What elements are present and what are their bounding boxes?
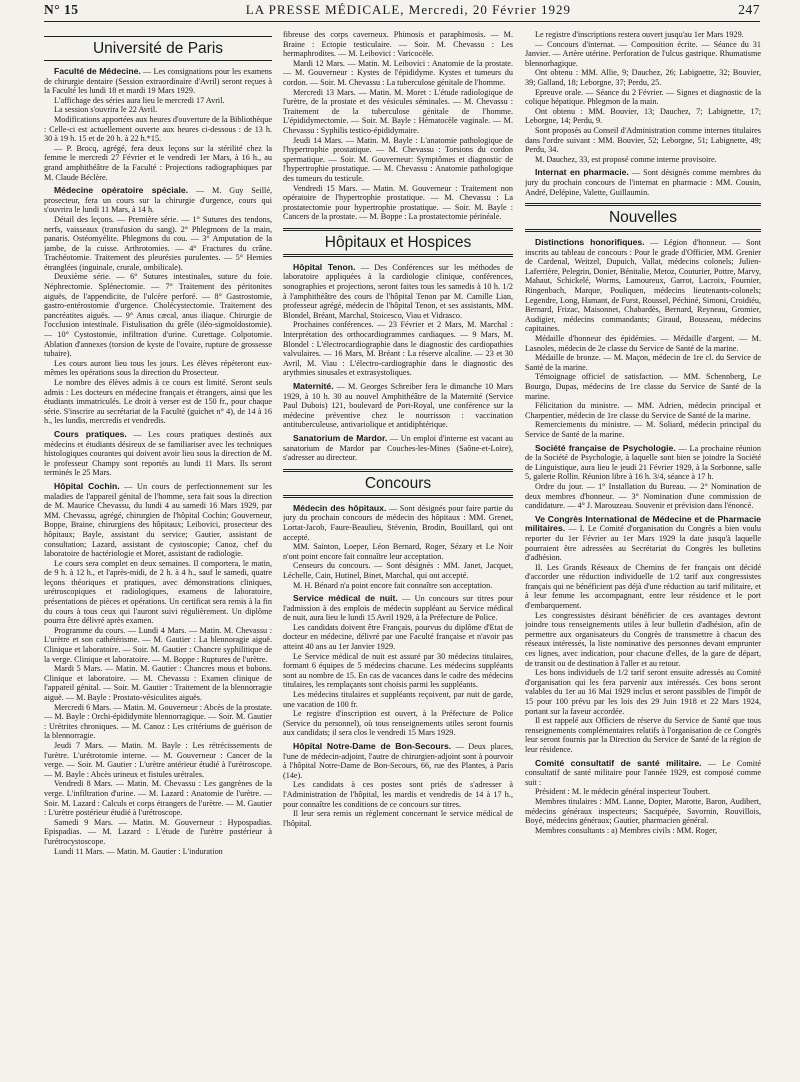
article-medhop xyxy=(283,504,513,542)
paragraph: Membres consultants : a) Membres civils : MM. Roger, xyxy=(535,825,718,835)
paragraph: Jeudi 14 Mars. — Matin. M. Bayle : L'anatomie pathologique de l'hypertrophie prostatique. — M. Chevassu : Torsions du cordon spermatique. — Soir. M. Gouverneur: Symptômes et diagnostic de l'hypertrophie prostatique. — M. Chevassu : Anatomie pathologique des tumeurs du testicule. xyxy=(283,135,513,183)
paragraph: Mardi 5 Mars. — Matin. M. Gautier : Chancres mous et bubons. Clinique et laboratoire. — M. Chevassu : Examen clinique de l'appareil génital. — Soir. M. Gautier : Traitement de la blennorragie aiguë. — M. Bayle : Prostato-vésiculites aiguës. xyxy=(44,664,272,702)
paragraph: Médaille de bronze. — M. Maçon, médecin de 1re cl. du Service de Santé de la marine. xyxy=(525,353,761,372)
paragraph: Les congressistes désirant bénéficier de ces avantages devront joindre tous renseignements utiles à leur bulletin d'adhésion, afin de permettre aux organisateurs du Congrès de transmettre à chacun des réseaux intéressés, la liste nominative des personnes devant emprunter ces lignes, avec indication, pour chacune d'elles, de la gare de départ, de transit ou de destination à l'aller et au retour. xyxy=(525,610,761,668)
paragraph: Les cours auront lieu tous les jours. Les élèves répéteront eux-mêmes les opérations sous la direction du Prosecteur. xyxy=(44,358,272,378)
article-title: Médecine opératoire spéciale. xyxy=(54,185,189,196)
section-title: Hôpitaux et Hospices xyxy=(283,228,513,257)
section-title: Concours xyxy=(283,469,513,498)
paragraph: Mercredi 6 Mars. — Matin. M. Gouverneur : Abcès de la prostate. — M. Bayle : Orchi-épididymite blennorragique. — Soir. M. Gautier : Urétrites chroniques. — M. Canoz : Les critériums de guérison de la blennorragie. xyxy=(44,702,272,741)
article-text: — La prochaine réunion de la Société de Psychologie, à laquelle sont bien se joindre la Société de Linguistique, aura lieu le jeudi 21 Février 1929, à la Sorbonne, salle 5, galerie Rollin. Réunion libre à 16 h. 3/4, séance à 17 h. xyxy=(525,443,761,482)
paragraph: Les candidats doivent être Français, pourvus du diplôme d'Etat de docteur en médecine, délivré par une Faculté française et n'avoir pas atteint 40 ans au 1er Janvier 1929. xyxy=(283,622,513,652)
article-title: Hôpital Notre-Dame de Bon-Secours. xyxy=(293,741,452,751)
article-text: — Sont désignés pour faire partie du jury du prochain concours de médecin des hôpitaux : MM. Grenet, Lortat-Jacob, Faure-Beaulieu, Stévenin, Brodin, Bouillard, qui ont accepté. xyxy=(283,503,513,542)
paragraph: Il est rappelé aux Officiers de réserve du Service de Santé que tous renseignements complémentaires relatifs à l'organisation de ce Congrès leur seront fournis par la Direction du Service de Santé de la région de leur résidence. xyxy=(525,716,761,754)
column-3 xyxy=(525,30,761,1074)
article-comite xyxy=(525,759,761,788)
paragraph: Détail des leçons. — Première série. — 1° Sutures des tendons, nerfs, vaisseaux (transfusion du sang). 2° Phlegmons de la main, panaris. Ostéomyélite. Phlegmons du cou. — 3° Amputation de la jambe, de la cuisse. Arthrotomies. — 4° Fractures du crâne. Trachéotomie. Traitement des pleurésies purulentes. — 5° Hernies étranglées (inguinale, crurale, ombilicale). xyxy=(44,214,272,272)
paragraph: Censeurs du concours. — Sont désignés : MM. Janet, Jacquet, Léchelle, Cain, Hutinel, Binet, Marchal, qui ont accepté. xyxy=(283,561,513,580)
paragraph: Vendredi 15 Mars. — Matin. M. Gouverneur : Traitement non opératoire de l'hypertrophie prostatique. — M. Chevassu : La prostatectomie pour hypertrophie prostatique. — Soir. M. Bayle : Cancers de la prostate. — M. Boppe : La prostatectomie périnéale. xyxy=(283,183,513,222)
article-pharma xyxy=(525,168,761,197)
paragraph: Les bons individuels de 1/2 tarif seront ensuite adressés au Comité d'organisation qui les fera parvenir aux intéressés. Ces bons seront valables du 1er au 16 Mai 1929 inclus et seront passibles de l'impôt de 15 pour 100 prévu par les lois des 29 Juin 1918 et 22 Mars 1924, portant sur la faveur accordée. xyxy=(525,668,761,716)
section-hopitaux xyxy=(283,228,513,257)
article-mardor xyxy=(283,434,513,463)
paragraph: Lundi 11 Mars. — Matin. M. Gautier : L'induration xyxy=(54,846,223,856)
section-concours xyxy=(283,469,513,498)
paragraph: Mercredi 13 Mars. — Matin. M. Moret : L'étude radiologique de l'urètre, de la prostate et des vésicules séminales. — M. Chevassu : Traitement de la tuberculose génitale de l'homme. L'épididymectomie. — Soir. M. Bayle : Hématocèle vaginale. — M. Chevassu : Syphilis testico-épididymaire. xyxy=(283,87,513,135)
article-distinctions xyxy=(525,238,761,334)
article-text: — M. Guy Seillé, prosecteur, fera un cours sur la chirurgie d'urgence, cours qui s'ouvrira le lundi 11 Mars, à 14 h. xyxy=(44,186,272,215)
paragraph: II. Les Grands Réseaux de Chemins de fer français ont décidé d'accorder une réduction individuelle de 1/2 tarif aux congressistes français qui ne bénéficient pas déjà d'une réduction au tarif militaire, et à leur femme les accompagnant, entre leur résidence et le port d'embarquement. xyxy=(525,562,761,611)
paragraph: Epreuve orale. — Séance du 2 Février. — Signes et diagnostic de la colique hépatique. Phlegmon de la main. xyxy=(525,87,761,107)
column-2 xyxy=(283,30,513,1074)
article-title: Sanatorium de Mardor. xyxy=(293,432,388,443)
article-congres xyxy=(525,515,761,563)
paragraph: Félicitation du ministre. — MM. Adrien, médecin principal et Charpentier, médecin de 1re classe du Service de Santé de la marine. xyxy=(525,401,761,420)
paragraph: Ont obtenu : MM. Bouvier, 13; Dauchez, 7; Labignette, 17; Leborgne, 14; Perdu, 9. xyxy=(525,106,761,126)
paragraph: Il leur sera remis un règlement concernant le service médical de l'hôpital. xyxy=(283,809,513,828)
article-text: — Légion d'honneur. — Sont inscrits au tableau de concours : Pour le grade d'Officier, MM. Grenier de Cardenal, Weitzel, Dupuich, Vallat, médecins colonels; Julien-Laferrière, Pelegrin, Donier, Bénitalie, Metoz, Couturier, Pottre, Marvy, Mahaut, Schickelé, Worms, Lamoureux, Garrot, Lacroix, Fournier, Ringenbach, Marque, Pouliquen, médecins lieutenants-colonels; Legendre, Long, Hamant, de Furst, Roussel, Péchiné, Simoni, Croidiéu, Bernard, Frizac, Maisonnet, Chabardès, Bernard, Reyneau, Gromier, Audigier, médecins commandants; Giraud, Bousseau, médecins capitaines. xyxy=(525,238,761,334)
paragraph: M. H. Bénard n'a point encore fait connaître son acceptation. xyxy=(293,580,493,590)
article-medop xyxy=(44,186,272,215)
article-title: Maternité. xyxy=(293,381,334,391)
page-number: 247 xyxy=(738,2,760,17)
article-title: Hôpital Tenon. xyxy=(293,261,356,272)
paragraph: Président : M. le médecin général inspecteur Toubert. xyxy=(535,787,711,797)
article-text: — Un cours de perfectionnement sur les maladies de l'appareil génital de l'homme, sera fait sous la direction de M. Maurice Chevassu, du lundi 4 au samedi 16 Mars 1929, par MM. Chevassu, agrégé, chirurgien de l'hôpital Cochin; Gouverneur, Boppe, Braine, chirurgiens des hôpitaux; Leibovici, prosecteur des hôpitaux; Bayle, assistant du service; Gautier, assistant de consultation; Lazard, assistant de cystoscopie; Canoz, chef du laboratoire de bactériologie et Moret, assistant de radiologie. xyxy=(44,481,272,559)
article-ndbs xyxy=(283,742,513,780)
article-nuit xyxy=(283,594,513,623)
article-title: Distinctions honorifiques. xyxy=(535,237,645,248)
article-text: — Les consignations pour les examens de chirurgie dentaire (Session extraordinaire d'Avril) seront reçues à la Faculté les lundi 18 et mardi 19 Mars 1929. xyxy=(44,67,272,96)
paragraph: Modifications apportées aux heures d'ouverture de la Bibliothèque : Celle-ci est actuellement ouverte aux heures ci-dessous : de 13 h. 30 à 19 h. 15 et de 20 h. à 22 h.*15. xyxy=(44,114,272,144)
column-1 xyxy=(44,30,272,1074)
paragraph: M. Dauchez, 33, est proposé comme interne provisoire. xyxy=(535,154,717,164)
article-faculte xyxy=(44,67,272,96)
paragraph: Prochaines conférences. — 23 Février et 2 Mars, M. Marchal : Interprétation des orthocardiogrammes cardiaques. — 9 Mars, M. Blondel : L'électrocardiographie dans le diagnostic des cardiopathies valvulaires. — 16 Mars, M. Bréant : La réserve alcaline. — 23 et 30 Avril, M. Viau : L'électro-cardiographie dans le diagnostic des arythmies sinusales et extrasystoliques. xyxy=(283,320,513,378)
article-cochin xyxy=(44,482,272,559)
paragraph: Le nombre des élèves admis à ce cours est limité. Seront seuls admis : Les docteurs en médecine français et étrangers, ainsi que les étudiants immatriculés. Le droit à verser est de 150 fr., pour chaque série. S'inscrire au secrétariat de la Faculté (guichet n° 4), de 14 à 16 h., les lundis, mercredis et vendredis. xyxy=(44,378,272,426)
paragraph: Ordre du jour. — 1° Installation du Bureau. — 2° Nomination de deux membres d'honneur. — 3° Nomination d'une commission de candidature. — 4° J. Marouzeau. Souvenir et prévision dans l'énoncé. xyxy=(525,481,761,511)
section-nouvelles xyxy=(525,203,761,232)
paragraph: — P. Brocq, agrégé, fera deux leçons sur la stérilité chez la femme le mercredi 27 Février et le vendredi 1er Mars, à 16 h., au grand amphithéâtre de la Faculté : Projections radiographiques par M. Claude Béclère. xyxy=(44,143,272,182)
paragraph: Le cours sera complet en deux semaines. Il comportera, le matin, de 9 h. à 12 h., et l'après-midi, de 2 h. à 4 h., sauf le samedi, quatre leçons théoriques et pratiques, avec démonstrations cliniques, urétroscopiques et radiologiques, examens de laboratoire, présentations de pièces et opérations. Un certificat sera remis à la fin du cours à tous ceux qui l'auront suivi régulièrement. Un diplôme pourra être délivré après examen. xyxy=(44,558,272,626)
paragraph: Programme du cours. — Lundi 4 Mars. — Matin. M. Chevassu : L'urètre et son cathétérisme. — M. Gautier : La blennoragie aiguë. Clinique et laboratoire. — Soir. M. Gautier : Chancre syphilitique de la verge. Clinique et laboratoire. — M. Boppe : Ruptures de l'urètre. xyxy=(44,625,272,664)
article-maternite xyxy=(283,382,513,430)
paragraph: Les médecins titulaires et suppléants reçoivent, par nuit de garde, une vacation de 100 fr. xyxy=(283,690,513,709)
paragraph: Remerciements du ministre. — M. Soliard, médecin principal du Service de Santé de la marine. xyxy=(525,420,761,439)
paragraph: Le registre d'inscriptions restera ouvert jusqu'au 1er Mars 1929. xyxy=(535,30,744,39)
paragraph: Deuxième série. — 6° Sutures intestinales, suture du foie. Néphrectomie. Splénectomie. — 7° Traitement des péritonites aiguës, de l'appendicite, de l'ulcère perforé. — 8° Gastrostomie, gastro-entérostomie d'urgence. Cholécystectomie. Traitement des pancréatites aiguës. — 9° Anus cæcal, anus iliaque. Chirurgie de l'occlusion intestinale. Fistulisation du grêle (iléo-sigmoïdostomie). — 10° Cystostomie, infiltration d'urine. Curettage. Colpotomie. Ablation d'annexes (torsion de kyste de l'ovaire, rupture de grossesse tubaire). xyxy=(44,272,272,359)
paragraph: Médaille d'honneur des épidémies. — Médaille d'argent. — M. Lasnoles, médecin de 2e classe du Service de Santé de la marine. xyxy=(525,334,761,353)
paragraph: MM. Sainton, Loeper, Léon Bernard, Roger, Sézary et Le Noir n'ont point encore fait connaître leur acceptation. xyxy=(283,542,513,561)
page-header xyxy=(44,2,760,20)
paragraph: Membres titulaires : MM. Lanne, Dopter, Marotte, Baron, Audibert, médecins généraux inspecteurs; Sacquépée, Savornin, Rouvillois, Boyé, médecins généraux; Gautier, pharmacien général. xyxy=(525,796,761,826)
article-tenon xyxy=(283,263,513,321)
article-text: — Un concours sur titres pour l'admission à des emplois de médecin suppléant au Service médical de nuit, aura lieu le lundi 15 Avril 1929, à la Préfecture de Police. xyxy=(283,594,513,623)
article-text: — Un emploi d'interne est vacant au sanatorium de Mardor par Couches-les-Mines (Saône-et-Loire), s'adresser au directeur. xyxy=(283,433,513,463)
article-title: Service médical de nuit. xyxy=(293,593,398,604)
section-universite xyxy=(44,36,272,61)
article-psycho xyxy=(525,444,761,482)
paragraph: Le Service médical de nuit est assuré par 30 médecins titulaires, formant 6 équipes de 5 médecins chacune. Les médecins suppléants sont au nombre de 15. En cas de vacances dans le cadre des médecins titulaires, les remplaçants sont choisis parmi les suppléants. xyxy=(283,651,513,690)
article-title: Société française de Psychologie. xyxy=(535,442,676,453)
paragraph: Vendredi 8 Mars. — Matin. M. Chevassu : Les gangrènes de la verge. L'infiltration d'urine. — M. Lazard : Anatomie de l'urètre. — Soir. M. Lazard : Calculs et corps étrangers de l'urètre. — M. Gautier : L'urètre postérieur étudié à l'urétroscope. xyxy=(44,779,272,818)
paragraph: Témoignage officiel de satisfaction. — MM. Schennberg, Le Bourgo, Dupas, médecins de 1re classe du Service de Santé de la marine. xyxy=(525,372,761,401)
paragraph: Samedi 9 Mars. — Matin. M. Gouverneur : Hypospadias. Epispadias. — M. Lazard : L'étude de l'urètre postérieur à l'urétrocystoscope. xyxy=(44,817,272,846)
article-text: — Les cours pratiques destinés aux médecins et étudiants désireux de se familiariser avec les techniques histologiques courantes qui doivent avoir lieu sous la direction de M. le professeur Champy sont reportés au lundi 11 Mars. Ils seront terminés le 25 Mars. xyxy=(44,429,272,478)
article-text: — Le Comité consultatif de santé militaire pour l'année 1929, est composé comme suit : xyxy=(525,758,761,787)
paragraph: Mardi 12 Mars. — Matin. M. Leibovici : Anatomie de la prostate. — M. Gouverneur : Kystes de l'épididyme. Kystes et tumeurs du cordon. — Soir. M. Chevassu : La tuberculose génitale de l'homme. xyxy=(283,58,513,87)
paragraph: fibreuse des corps caverneux. Phimosis et paraphimosis. — M. Braine : Ectopie testiculaire. — Soir. M. Chevassu : Les hermaphrodites. — M. Leibovici : Varicocèle. xyxy=(283,30,513,59)
issue-number: N° 15 xyxy=(44,2,79,17)
header-rule xyxy=(44,21,760,22)
paragraph: Sont proposés au Conseil d'Administration comme internes titulaires dans l'ordre suivant : MM. Bouvier, 52; Leborgne, 51; Labignette, 49; Perdu, 34. xyxy=(525,125,761,155)
article-title: Comité consultatif de santé militaire. xyxy=(535,757,702,768)
article-title: Faculté de Médecine. xyxy=(54,66,141,76)
article-text: — Des Conférences sur les méthodes de laboratoire appliquées à la cardiologie clinique, conférences, sonographies et projections, seront faites tous les samedis à 10 h. 1/2 à l'amphithéâtre des cours de l'hôpital Tenon par M. Camille Lian, professeur agrégé, médecin de l'hôpital Tenon, et ses assistants, MM. Blondel, Bréant, Marchal, Stoicesco, Viau et Vidrasco. xyxy=(283,262,513,320)
article-text: — Sont désignés comme membres du jury du prochain concours de l'internat en pharmacie : MM. Cousin, André, Delépine, Valette, Guillaumin. xyxy=(525,168,761,197)
paragraph: Les candidats à ces postes sont priés de s'adresser à l'Administration de l'hôpital, les mardis et vendredis de 14 à 17 h., pour connaître les conditions de ce concours sur titres. xyxy=(283,780,513,809)
article-title: Internat en pharmacie. xyxy=(535,167,629,178)
paragraph: L'affichage des séries aura lieu le mercredi 17 Avril. xyxy=(54,95,225,105)
article-text: — M. Georges Schreiber fera le dimanche 10 Mars 1929, à 10 h. 30 au nouvel Amphithéâtre de la Maternité (Service Paul Dubois) 121, boulevard de Port-Royal, une conférence sur la médecine préventive chez le nourrisson : vaccination antituberculeuse, antivariolique et antidiphtérique. xyxy=(283,382,513,430)
article-title: Hôpital Cochin. xyxy=(54,480,120,491)
article-text: — I. Le Comité d'organisation du Congrès a bien voulu reporter du 1er Février au 1er Mars 1929 la date jusqu'à laquelle pourraient être adressées au Secrétariat du Congrès les bulletins d'adhésion. xyxy=(525,524,761,563)
article-cours xyxy=(44,430,272,478)
article-title: Ve Congrès International de Médecine et de Pharmacie militaires. xyxy=(525,513,761,534)
paragraph: Jeudi 7 Mars. — Matin. M. Bayle : Les rétrécissements de l'urètre. L'urétrotomie interne. — M. Gouverneur : Cancer de la verge. — Soir. M. Gautier : L'urètre antérieur étudié à l'urétroscope. — M. Bayle : Abcès urineux et fistules urétrales. xyxy=(44,740,272,779)
paragraph: Ont obtenu : MM. Allie, 9; Dauchez, 26; Labignette, 32; Bouvier, 39; Galland, 18; Leborgne, 37; Perdu, 25. xyxy=(525,68,761,87)
article-title: Médecin des hôpitaux. xyxy=(293,502,387,513)
journal-title: LA PRESSE MÉDICALE, Mercredi, 20 Février 1929 xyxy=(245,2,571,17)
paragraph: La session s'ouvrira le 22 Avril. xyxy=(54,105,158,115)
paragraph: — Concours d'internat. — Composition écrite. — Séance du 31 Janvier. — Artère utérine. Perforation de l'ulcus gastrique. Rhumatisme blennorhagique. xyxy=(525,39,761,68)
paragraph: Le registre d'inscription est ouvert, à la Préfecture de Police (Service du personnel), où tous renseignements utiles seront fournis aux candidats; il sera clos le vendredi 15 Mars 1929. xyxy=(283,709,513,738)
article-title: Cours pratiques. xyxy=(54,428,127,439)
section-title: Université de Paris xyxy=(44,36,272,61)
section-title: Nouvelles xyxy=(525,203,761,232)
article-text: — Deux places, l'une de médecin-adjoint, l'autre de chirurgien-adjoint sont à pourvoir à l'hôpital Notre-Dame de Bon-Secours, 66, rue des Plantes, à Paris (14e). xyxy=(283,742,513,780)
